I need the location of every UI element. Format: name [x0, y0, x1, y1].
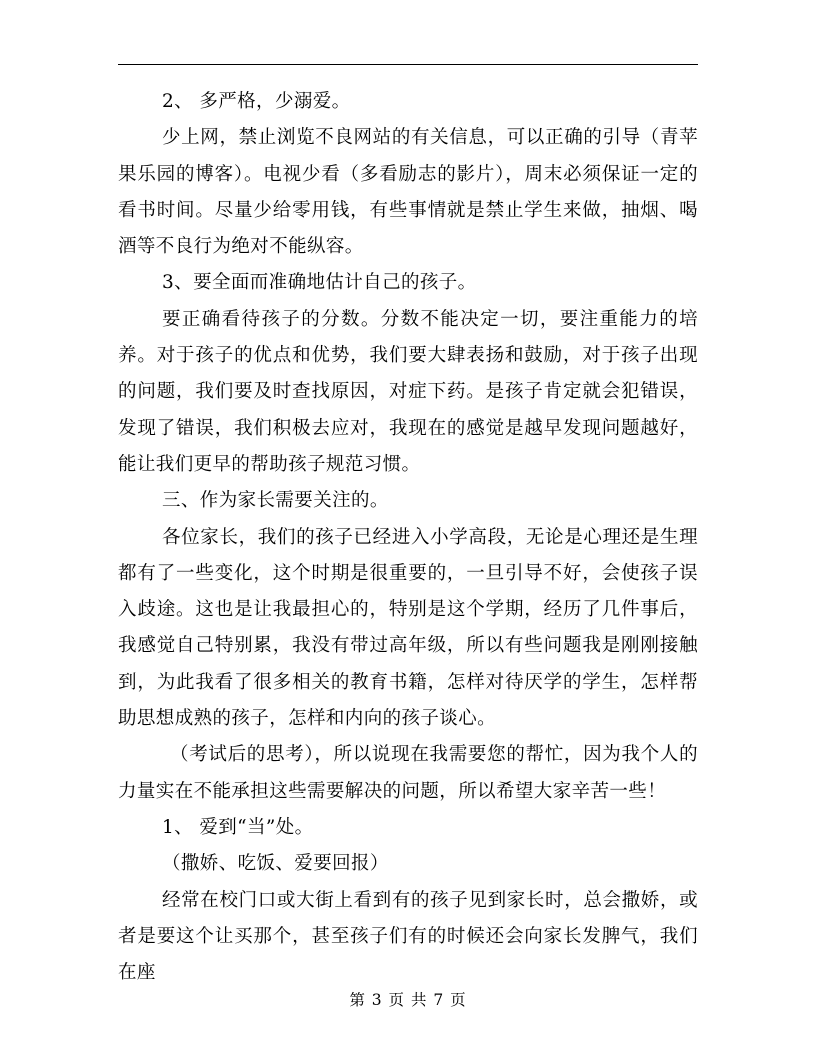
paragraph-heading-2: 2、 多严格，少溺爱。 [162, 91, 351, 112]
paragraph-grades: 要正确看待孩子的分数。分数不能决定一切，要注重能力的培养。对于孩子的优点和优势，我们要大肆表扬和鼓励，对于孩子出现的问题，我们要及时查找原因，对症下药。是孩子肯定就会犯错误，发现了错误，我们积极去应对，我现在的感觉是越早发现问题越好，能让我们更早的帮助孩子规范习惯。 [118, 308, 698, 475]
paragraph-school-gate: 经常在校门口或大街上看到有的孩子见到家长时，总会撒娇，或者是要这个让买那个，甚至孩子们有的时候还会向家长发脾气，我们在座 [118, 889, 698, 984]
document-body [118, 84, 698, 991]
paragraph-heading-3: 3、要全面而准确地估计自己的孩子。 [162, 272, 477, 294]
paragraph-internet-rules: 少上网，禁止浏览不良网站的有关信息，可以正确的引导（青苹果乐园的博客）。电视少看（多看励志的影片），周末必须保证一定的看书时间。尽量少给零用钱，有些事情就是禁止学生来做，抽烟、喝酒等不良行为绝对不能纵容。 [118, 127, 698, 258]
paragraph-heading-1: 1、 爱到“当”处。 [162, 816, 314, 838]
page-number-footer: 第 3 页 共 7 页 [349, 991, 467, 1009]
paragraph-section-three-heading: 三、作为家长需要关注的。 [162, 490, 389, 512]
paragraph-request-help: （考试后的思考），所以说现在我需要您的帮忙，因为我个人的力量实在不能承担这些需要解决的问题，所以希望大家辛苦一些！ [118, 744, 698, 802]
paragraph-parents-note: 各位家长，我们的孩子已经进入小学高段，无论是心理还是生理都有了一些变化，这个时期是很重要的，一旦引导不好，会使孩子误入歧途。这也是让我最担心的，特别是这个学期，经历了几件事后，我感觉自己特别累，我没有带过高年级，所以有些问题我是刚刚接触到，为此我看了很多相关的教育书籍，怎样对待厌学的学生，怎样帮助思想成熟的孩子，怎样和内向的孩子谈心。 [118, 526, 698, 730]
paragraph-subtopics: （撒娇、吃饭、爱要回报） [162, 853, 389, 875]
header-rule [118, 64, 698, 65]
